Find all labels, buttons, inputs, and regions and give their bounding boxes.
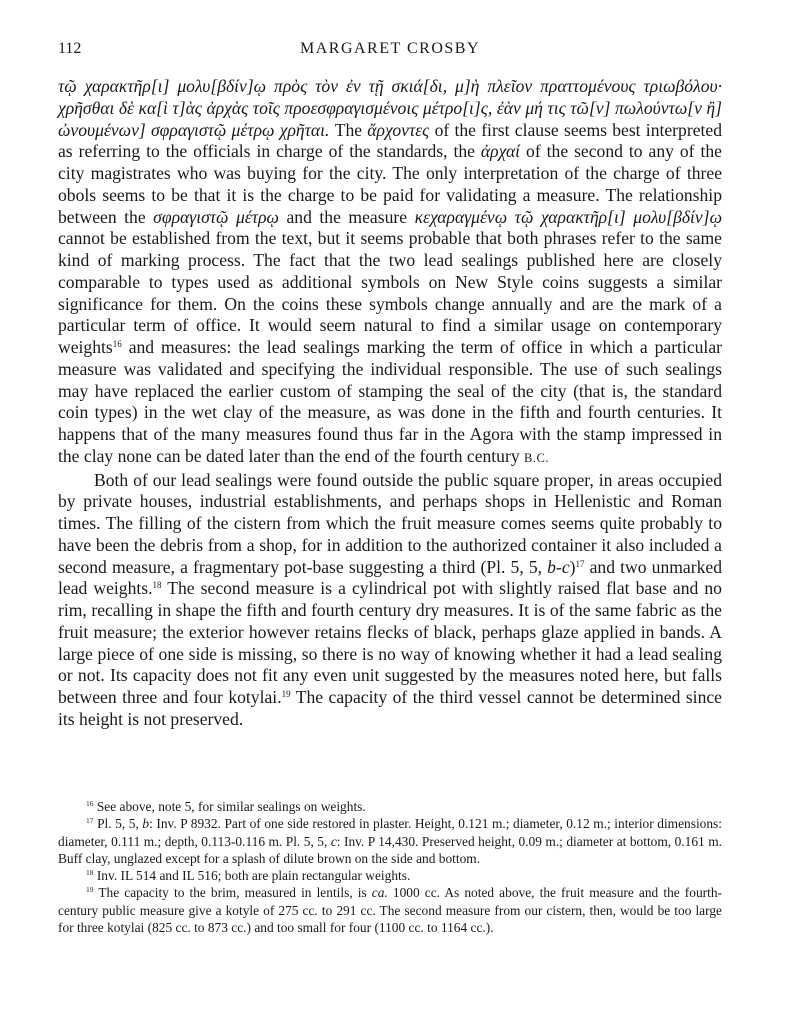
- text-run: The: [329, 119, 368, 140]
- footnote-text: The capacity to the brim, measured in lentils, is: [93, 885, 372, 901]
- italic-ref: b: [142, 816, 150, 832]
- footnote-text: 1000 cc. As noted above, the fruit measure and the fourth-century public measure give a kotyle of 275 cc. to 291 cc. The second measure from our cistern, then, would be too large for three kotylai (825 cc. to 873 cc.) and too small for four (1100 cc. to 1164 cc.).: [58, 885, 722, 936]
- greek-term: ἄρχοντες: [367, 119, 430, 140]
- greek-term: κεχαραγμένῳ τῷ χαρακτῆρ[ι] μολυ[βδίν]ῳ: [414, 206, 723, 227]
- paragraph-2: [58, 470, 722, 731]
- text-run: cannot be established from the text, but it seems probable that both phrases refer to the same kind of marking process. The fact that the two lead sealings published here are closely comparable to types used as additional symbols on New Style coins suggests a similar significance for them. On the coins these symbols change annually and are the mark of a particular term of office. It would seem natural to find a similar usage on contemporary weights: [58, 228, 722, 357]
- greek-term: σφραγιστῷ μέτρῳ: [153, 206, 279, 227]
- italic-abbreviation: ca.: [371, 885, 388, 901]
- footnote-number: 17: [86, 816, 94, 826]
- text-run: Both of our lead sealings were found outside the public square proper, in areas occupied by private houses, industrial establishments, and perhaps shops in Hellenistic and Roman times. The filling of the cistern from which the fruit measure comes seems quite probably to have been the debris from a shop, for in addition to the authorized container it also included a second measure, a fragmentary pot-base suggesting a third (Pl. 5, 5,: [58, 469, 722, 577]
- footnote-16: [58, 798, 722, 815]
- greek-quotation: τῷ χαρακτῆρ[ι] μολυ[βδίν]ῳ πρὸς τὸν ἐν τῇ σκιά[δι, μ]ὴ πλεῖον πραττομένους τριωβόλου· χρῆσθαι δὲ κα[ὶ τ]ὰς ἀρχὰς τοῖς προεσφραγισμένοις μέτρο[ι]ς, ἐὰν μή τις τῶ[ν] πωλούντω[ν ἢ] ὠνουμένων] σφραγιστῷ μέτρῳ χρῆται.: [58, 76, 722, 140]
- paragraph-1: [58, 76, 722, 470]
- text-run: and two unmarked lead weights.: [58, 556, 722, 599]
- footnote-ref-17[interactable]: 17: [575, 558, 585, 569]
- text-run: The second measure is a cylindrical pot with slightly raised flat base and no rim, recalling in shape the fifth and fourth century dry measures. It is of the same fabric as the fruit measure; the exterior however retains flecks of black, perhaps glaze applied in bands. A large piece of one side is missing, so there is no way of knowing whether it had a lead sealing or not. Its capacity does not fit any even unit suggested by the measures noted here, but falls between three and four kotylai.: [58, 578, 722, 707]
- footnote-17: [58, 815, 722, 867]
- footnote-number: 19: [86, 885, 94, 895]
- text-run: of the second to any of the city magistrates who was buying for the city. The only interpretation of the charge of three obols seems to be that it is the charge to be paid for validating a measure. The relationship between the: [58, 141, 722, 227]
- text-run: The capacity of the third vessel cannot be determined since its height is not preserved.: [58, 687, 722, 729]
- footnote-text: See above, note 5, for similar sealings on weights.: [93, 799, 366, 814]
- footnote-text: Pl. 5, 5,: [93, 816, 143, 832]
- footnote-ref-18[interactable]: 18: [152, 580, 162, 591]
- footnotes: [58, 798, 722, 936]
- italic-ref: b-c: [547, 556, 570, 577]
- footnote-19: [58, 884, 722, 936]
- footnote-18: [58, 867, 722, 884]
- footnote-text: Inv. IL 514 and IL 516; both are plain rectangular weights.: [93, 868, 411, 884]
- footnote-number: 18: [86, 868, 94, 878]
- article-body: [58, 76, 722, 731]
- running-title: MARGARET CROSBY: [299, 40, 480, 57]
- page-number: 112: [58, 40, 82, 57]
- footnote-number: 16: [86, 799, 94, 808]
- footnote-ref-19[interactable]: 19: [281, 689, 291, 699]
- greek-term: ἀρχαί: [480, 141, 521, 162]
- text-run: and the measure: [278, 206, 415, 227]
- footnote-text: : Inv. P 14,430. Preserved height, 0.09 m.; diameter at bottom, 0.161 m. Buff clay, unglazed except for a splash of dilute brown on the side and bottom.: [58, 833, 722, 866]
- text-run: ): [569, 556, 576, 577]
- running-header: [58, 40, 722, 64]
- italic-ref: c: [330, 833, 337, 849]
- era-abbreviation: B.C.: [524, 450, 549, 465]
- text-run: of the first clause seems best interpreted as referring to the officials in charge of the standards, the: [58, 119, 722, 162]
- text-run: and measures: the lead sealings marking the term of office in which a particular measure was validated and specifying the individual responsible. The use of such sealings may have replaced the earlier custom of stamping the seal of the city (that is, the standard coin types) in the wet clay of the measure, as was done in the fifth and fourth centuries. It happens that of the many measures found thus far in the Agora with the stamp impressed in the clay none can be dated later than the end of the fourth century: [58, 337, 722, 466]
- footnote-ref-16[interactable]: 16: [112, 339, 122, 349]
- footnote-text: : Inv. P 8932. Part of one side restored in plaster. Height, 0.121 m.; diameter, 0.12 m.; interior dimensions: diameter, 0.111 m.; depth, 0.113-0.116 m. Pl. 5, 5,: [58, 816, 722, 849]
